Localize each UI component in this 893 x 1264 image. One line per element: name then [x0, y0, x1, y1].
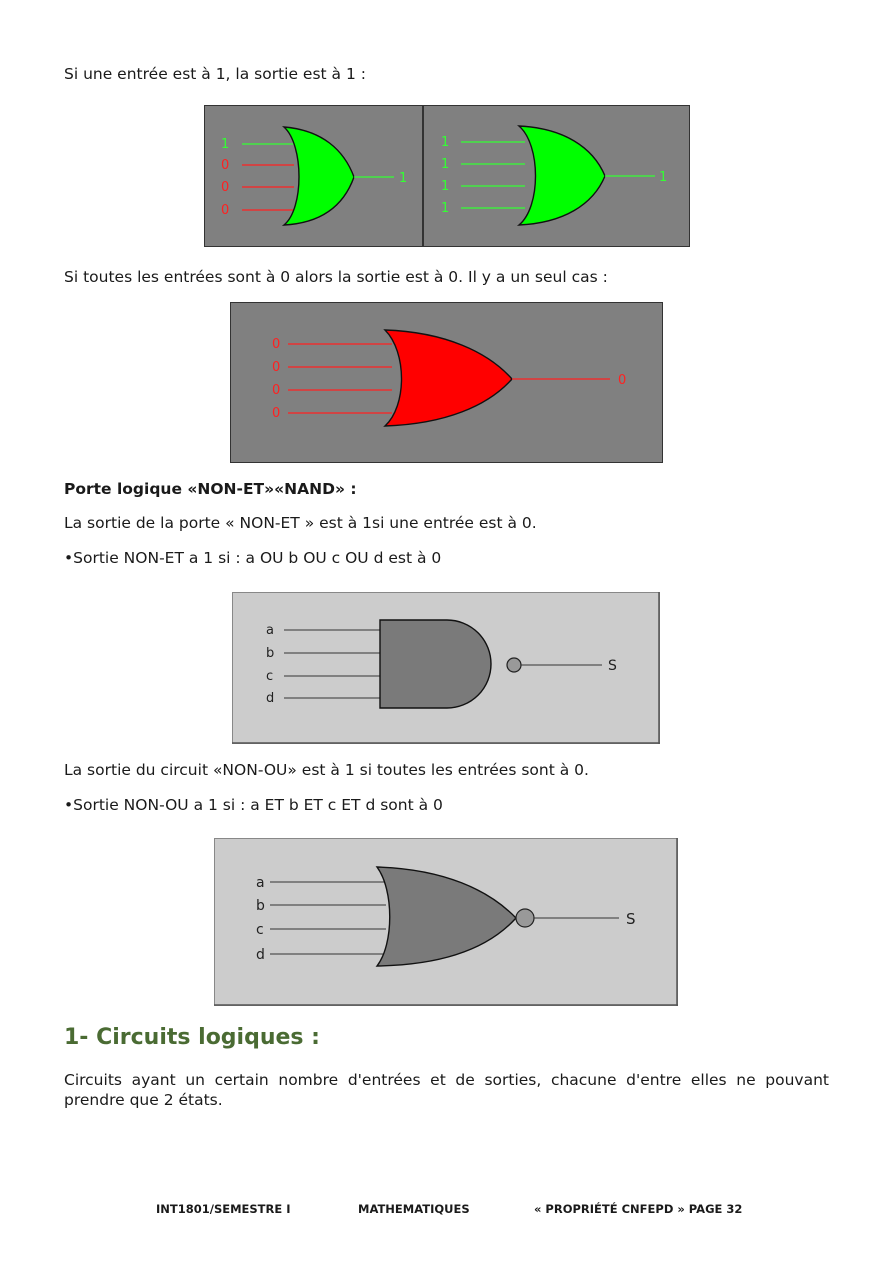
or-all-zero-text: Si toutes les entrées sont à 0 alors la sortie est à 0. Il y a un seul cas :: [64, 268, 608, 286]
nor-description: La sortie du circuit «NON-OU» est à 1 si toutes les entrées sont à 0.: [64, 761, 589, 779]
output-label: S: [608, 658, 617, 674]
or-gate-figure-a: [204, 105, 423, 247]
input-label: 1: [221, 137, 230, 152]
input-label: d: [256, 947, 265, 963]
input-label: a: [266, 623, 274, 638]
section-heading: 1- Circuits logiques :: [64, 1025, 320, 1050]
nor-gate-figure: [214, 838, 678, 1006]
nand-gate-figure: [232, 592, 660, 744]
input-label: a: [256, 875, 265, 891]
or-one-input-text: Si une entrée est à 1, la sortie est à 1 :: [64, 65, 366, 83]
footer-page-info: « PROPRIÉTÉ CNFEPD » PAGE 32: [534, 1202, 743, 1216]
input-label: 0: [272, 406, 281, 421]
input-label: c: [266, 669, 274, 684]
input-label: 1: [441, 157, 450, 172]
nand-title: Porte logique «NON-ET»«NAND» :: [64, 480, 357, 498]
input-label: 1: [441, 135, 450, 150]
input-label: c: [256, 922, 264, 938]
input-label: d: [266, 691, 275, 706]
input-label: 0: [221, 158, 230, 173]
inversion-bubble: [507, 658, 521, 672]
input-label: 0: [272, 360, 281, 375]
input-label: 0: [221, 203, 230, 218]
footer-course-code: INT1801/SEMESTRE I: [156, 1202, 291, 1216]
input-label: 1: [441, 179, 450, 194]
or-gate-zero-figure: [230, 302, 663, 463]
nand-bullet: •Sortie NON-ET a 1 si : a OU b OU c OU d est à 0: [64, 549, 442, 567]
input-label: b: [256, 898, 265, 914]
input-label: 0: [272, 337, 281, 352]
output-label: 1: [399, 171, 408, 186]
nand-description: La sortie de la porte « NON-ET » est à 1si une entrée est à 0.: [64, 514, 537, 532]
footer-subject: MATHEMATIQUES: [358, 1202, 470, 1216]
input-label: 1: [441, 201, 450, 216]
output-label: 0: [618, 373, 627, 388]
nand-gate-body: [380, 620, 491, 708]
input-label: 0: [221, 180, 230, 195]
input-label: 0: [272, 383, 281, 398]
nor-bullet: •Sortie NON-OU a 1 si : a ET b ET c ET d sont à 0: [64, 796, 443, 814]
section-body: Circuits ayant un certain nombre d'entrées et de sorties, chacune d'entre elles ne pouvant prendre que 2 états.: [64, 1071, 829, 1109]
input-label: b: [266, 646, 275, 661]
output-label: 1: [659, 170, 668, 185]
inversion-bubble: [516, 909, 534, 927]
output-label: S: [626, 910, 636, 928]
or-gate-figure-b: [423, 105, 690, 247]
